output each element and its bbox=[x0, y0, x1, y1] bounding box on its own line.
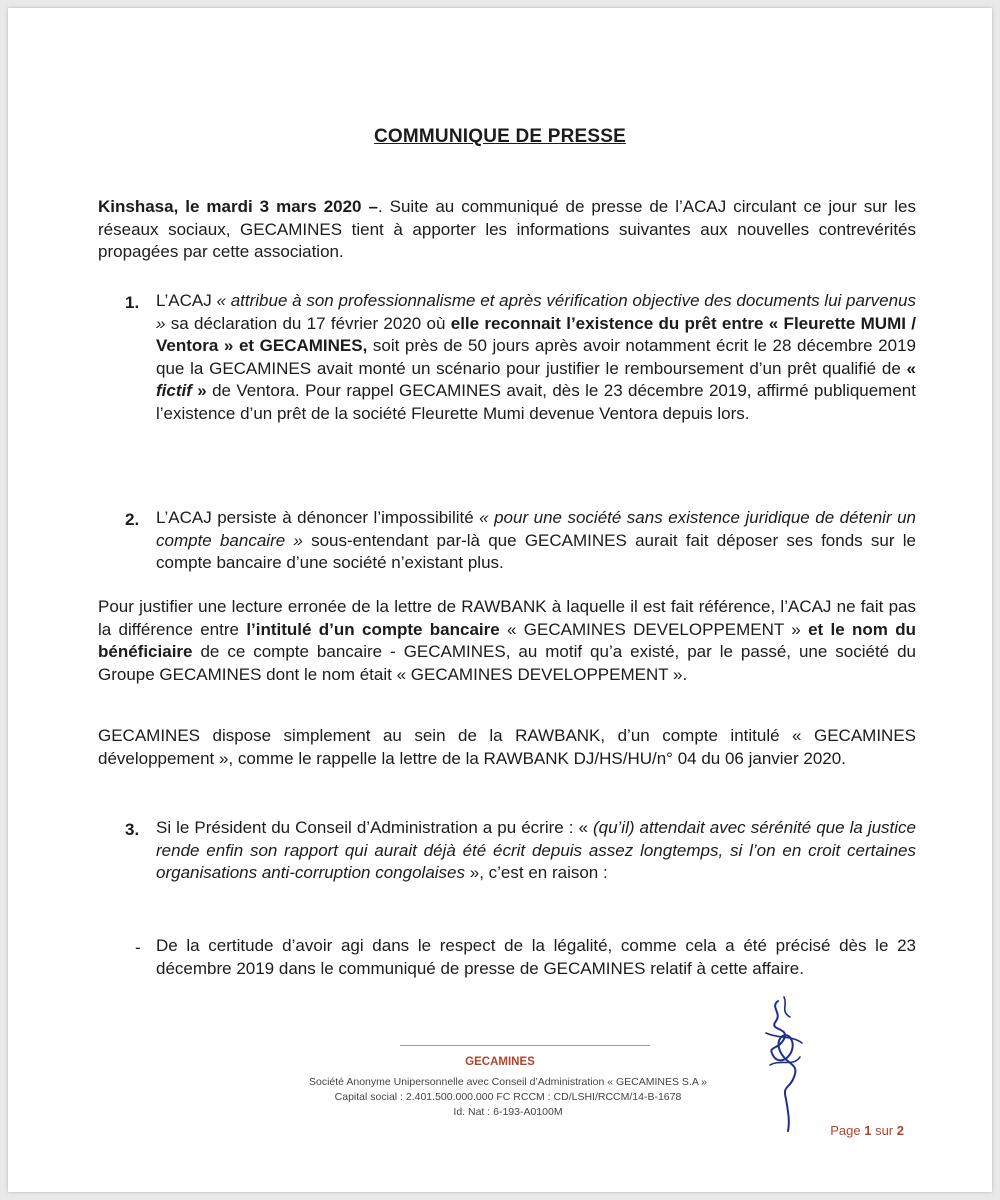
rawbank-text-c: de ce compte bancaire - GECAMINES, au motif qu’a existé, par le passé, une société du Groupe GECAMINES dont le nom était « GECAMINES DEVELOPPEMENT ». bbox=[98, 642, 916, 684]
intro-text: . Suite au communiqué de presse de l’ACAJ circulant ce jour sur les réseaux sociaux, GECAMINES tient à apporter les informations suivantes aux nouvelles contrevérités propagées par cette association. bbox=[98, 197, 916, 261]
point-3-paragraph bbox=[156, 817, 916, 885]
point-1-text-a: L’ACAJ bbox=[156, 291, 217, 310]
rawbank-text-b: « GECAMINES DEVELOPPEMENT » bbox=[499, 619, 809, 639]
rawbank-emphasis-a: l’intitulé d’un compte bancaire bbox=[246, 619, 500, 639]
point-3-text-b: », c’est en raison : bbox=[465, 863, 608, 882]
point-3-quote: (qu’il) attendait avec sérénité que la justice rende enfin son rapport qui aurait déjà été écrit depuis assez longtemps, si l’on en croit certaines organisations anti-corruption congolaises bbox=[156, 818, 917, 882]
point-2-text-a: L’ACAJ persiste à dénoncer l’impossibilité bbox=[156, 508, 480, 527]
point-1-number: 1. bbox=[125, 293, 140, 312]
point-1-quote-close: » bbox=[191, 381, 207, 400]
point-1-quote: « attribue à son professionnalisme et après vérification objective des documents lui parvenus » bbox=[156, 291, 916, 333]
page-prefix: Page bbox=[830, 1123, 865, 1138]
footer-line-3: Id. Nat : 6-193-A0100M bbox=[453, 1106, 563, 1118]
point-2-text-b: sous-entendant par-là que GECAMINES aurait fait déposer ses fonds sur le compte bancaire d’une société n’existant plus. bbox=[156, 530, 916, 572]
footer-line-1: Société Anonyme Unipersonnelle avec Conseil d’Administration « GECAMINES S.A » bbox=[308, 1076, 708, 1088]
page-total: 2 bbox=[896, 1123, 904, 1138]
point-3-number: 3. bbox=[125, 820, 140, 839]
intro-paragraph bbox=[98, 196, 916, 264]
point-1-text-b: sa déclaration du 17 février 2020 où bbox=[165, 313, 451, 333]
point-2-paragraph bbox=[156, 507, 916, 575]
page-indicator bbox=[830, 1123, 904, 1138]
point-2-quote: « pour une société sans existence juridique de détenir un compte bancaire » bbox=[156, 508, 916, 550]
page-mid: sur bbox=[871, 1123, 897, 1138]
account-paragraph: GECAMINES dispose simplement au sein de la RAWBANK, d’un compte intitulé « GECAMINES développement », comme le rappelle la lettre de la RAWBANK DJ/HS/HU/n° 04 du 06 janvier 2020. bbox=[98, 726, 916, 768]
rawbank-paragraph bbox=[98, 596, 916, 686]
page-title: COMMUNIQUE DE PRESSE bbox=[373, 126, 627, 147]
bullet-marker: - bbox=[135, 938, 141, 957]
point-1-emphasis: elle reconnait l’existence du prêt entre « Fleurette MUMI / Ventora » et GECAMINES, bbox=[156, 313, 916, 355]
point-1-paragraph bbox=[156, 290, 916, 425]
point-3-text-a: Si le Président du Conseil d’Administration a pu écrire : « bbox=[156, 818, 593, 837]
intro-dateline: Kinshasa, le mardi 3 mars 2020 – bbox=[98, 197, 378, 216]
rawbank-text-a: Pour justifier une lecture erronée de la lettre de RAWBANK à laquelle il est fait référence, l’ACAJ ne fait pas la différence entre bbox=[98, 597, 916, 639]
page-current: 1 bbox=[864, 1123, 872, 1138]
footer-line-2: Capital social : 2.401.500.000.000 FC RCCM : CD/LSHI/RCCM/14-B-1678 bbox=[334, 1091, 682, 1103]
point-1-fictif: fictif bbox=[156, 381, 192, 400]
point-2-number: 2. bbox=[125, 510, 140, 529]
document-page bbox=[8, 8, 992, 1192]
footer-divider bbox=[400, 1045, 650, 1046]
footer-brand: GECAMINES bbox=[465, 1056, 535, 1068]
point-1-text-d: de Ventora. Pour rappel GECAMINES avait, dès le 23 décembre 2019, affirmé publiquement l’existence d’un prêt de la société Fleurette Mumi devenue Ventora depuis lors. bbox=[156, 381, 916, 423]
rawbank-emphasis-b: et le nom du bénéficiaire bbox=[98, 619, 917, 661]
point-1-text-c: soit près de 50 jours après avoir notamment écrit le 28 décembre 2019 que la GECAMINES avait monté un scénario pour justifier le remboursement d’un prêt qualifié de bbox=[156, 336, 916, 378]
point-1-quote-open: « bbox=[906, 358, 916, 378]
bullet-paragraph: De la certitude d’avoir agi dans le respect de la légalité, comme cela a été précisé dès le 23 décembre 2019 dans le communiqué de presse de GECAMINES relatif à cette affaire. bbox=[156, 936, 916, 978]
